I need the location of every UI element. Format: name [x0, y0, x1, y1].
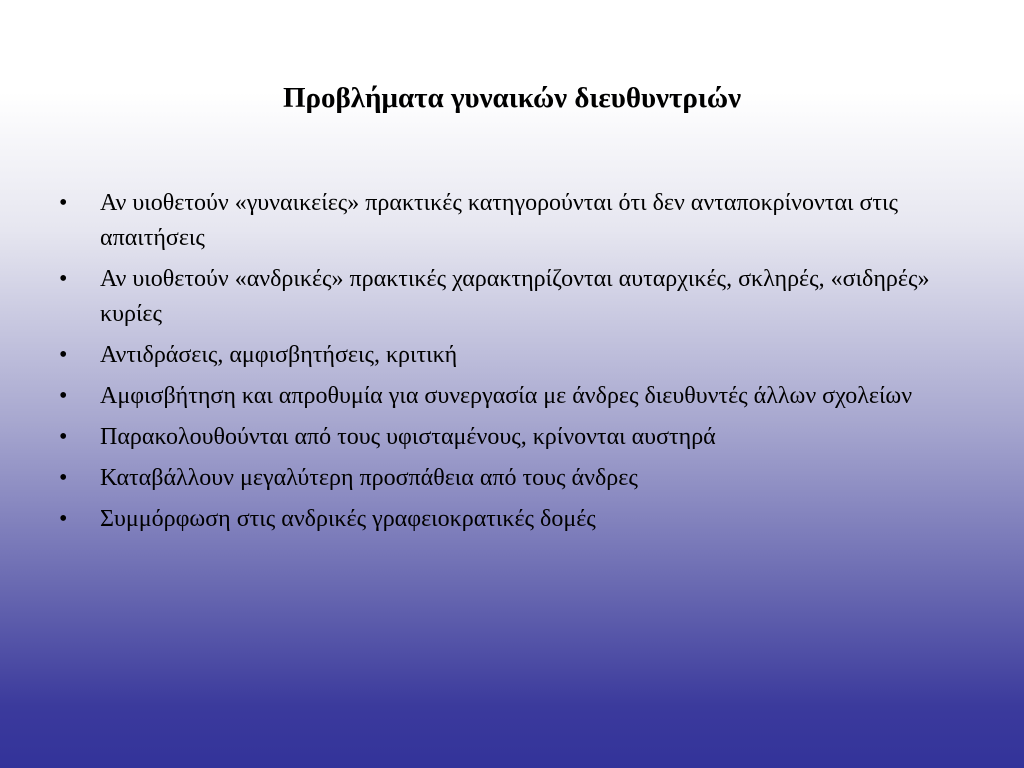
bullet-list: [56, 186, 976, 543]
bullet-text: Συμμόρφωση στις ανδρικές γραφειοκρατικές δομές: [100, 506, 596, 532]
slide-title: Προβλήματα γυναικών διευθυντριών: [282, 82, 742, 114]
bullet-dot-icon: •: [59, 383, 68, 409]
bullet-dot-icon: •: [59, 506, 68, 532]
bullet-dot-icon: •: [59, 342, 68, 368]
bullet-item: [56, 420, 976, 455]
bullet-text: Αντιδράσεις, αμφισβητήσεις, κριτική: [100, 342, 458, 368]
bullet-item: [56, 379, 976, 414]
bullet-dot-icon: •: [59, 266, 68, 292]
bullet-item: [56, 502, 976, 537]
bullet-dot-icon: •: [59, 190, 68, 216]
bullet-item: [56, 461, 976, 496]
bullet-text: Αμφισβήτηση και απροθυμία για συνεργασία με άνδρες διευθυντές άλλων σχολείων: [100, 383, 913, 409]
bullet-item: [56, 262, 976, 332]
bullet-text: Παρακολουθούνται από τους υφισταμένους, κρίνονται αυστηρά: [100, 424, 716, 450]
bullet-text: Αν υιοθετούν «ανδρικές» πρακτικές χαρακτηρίζονται αυταρχικές, σκληρές, «σιδηρές» κυρίες: [100, 266, 930, 327]
bullet-dot-icon: •: [59, 465, 68, 491]
bullet-dot-icon: •: [59, 424, 68, 450]
bullet-text: Αν υιοθετούν «γυναικείες» πρακτικές κατηγορούνται ότι δεν ανταποκρίνονται στις απαιτήσεις: [100, 190, 899, 251]
bullet-item: [56, 338, 976, 373]
bullet-item: [56, 186, 976, 256]
bullet-text: Καταβάλλουν μεγαλύτερη προσπάθεια από τους άνδρες: [100, 465, 638, 491]
